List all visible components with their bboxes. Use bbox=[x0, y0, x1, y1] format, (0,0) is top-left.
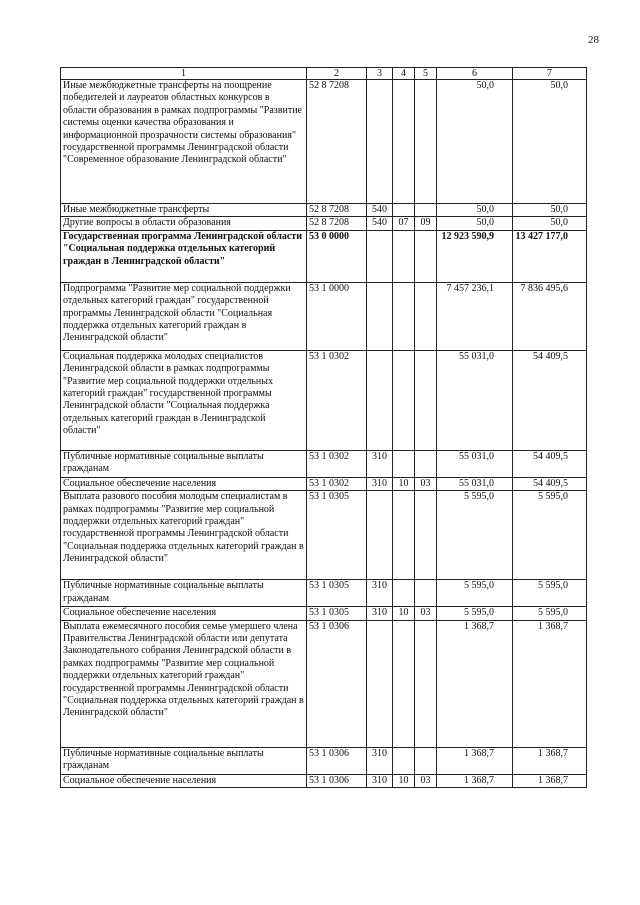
page-number: 28 bbox=[588, 34, 599, 46]
row-value-year2-cell: 13 427 177,0 bbox=[513, 230, 587, 282]
row-code-cell: 53 1 0305 bbox=[307, 607, 367, 620]
row-value-year2-cell: 5 595,0 bbox=[513, 580, 587, 607]
row-value-year1-cell: 50,0 bbox=[437, 217, 513, 230]
row-expense-type-cell: 310 bbox=[367, 477, 393, 490]
row-code-cell: 53 1 0305 bbox=[307, 491, 367, 580]
row-name-cell: Публичные нормативные социальные выплаты гражданам bbox=[61, 747, 307, 774]
row-name-cell: Государственная программа Ленинградской области "Социальная поддержка отдельных категорий граждан в Ленинградской области" bbox=[61, 230, 307, 282]
row-code-cell: 53 1 0000 bbox=[307, 282, 367, 350]
row-value-year2-cell: 50,0 bbox=[513, 80, 587, 204]
row-code-cell: 53 1 0302 bbox=[307, 450, 367, 477]
row-expense-type-cell bbox=[367, 230, 393, 282]
row-value-year1-cell: 7 457 236,1 bbox=[437, 282, 513, 350]
table-row bbox=[61, 491, 587, 580]
row-name-cell: Публичные нормативные социальные выплаты гражданам bbox=[61, 580, 307, 607]
row-name-cell: Другие вопросы в области образования bbox=[61, 217, 307, 230]
table-body bbox=[61, 80, 587, 788]
row-subsection-cell bbox=[415, 350, 437, 450]
row-section-cell: 10 bbox=[393, 477, 415, 490]
row-section-cell: 10 bbox=[393, 607, 415, 620]
row-subsection-cell bbox=[415, 204, 437, 217]
row-subsection-cell bbox=[415, 282, 437, 350]
table-row bbox=[61, 607, 587, 620]
table-row bbox=[61, 230, 587, 282]
row-code-cell: 52 8 7208 bbox=[307, 217, 367, 230]
row-subsection-cell: 03 bbox=[415, 774, 437, 787]
row-value-year1-cell: 55 031,0 bbox=[437, 450, 513, 477]
row-value-year2-cell: 1 368,7 bbox=[513, 620, 587, 747]
row-value-year1-cell: 5 595,0 bbox=[437, 580, 513, 607]
row-section-cell bbox=[393, 204, 415, 217]
row-value-year2-cell: 50,0 bbox=[513, 204, 587, 217]
row-value-year1-cell: 50,0 bbox=[437, 204, 513, 217]
row-expense-type-cell bbox=[367, 620, 393, 747]
table-row bbox=[61, 217, 587, 230]
column-header: 7 bbox=[513, 68, 587, 80]
row-subsection-cell: 09 bbox=[415, 217, 437, 230]
row-expense-type-cell: 310 bbox=[367, 607, 393, 620]
row-subsection-cell bbox=[415, 747, 437, 774]
column-header: 2 bbox=[307, 68, 367, 80]
row-expense-type-cell: 540 bbox=[367, 204, 393, 217]
row-section-cell bbox=[393, 450, 415, 477]
row-name-cell: Социальное обеспечение населения bbox=[61, 607, 307, 620]
row-section-cell bbox=[393, 491, 415, 580]
row-value-year1-cell: 12 923 590,9 bbox=[437, 230, 513, 282]
row-expense-type-cell: 310 bbox=[367, 580, 393, 607]
row-code-cell: 53 1 0302 bbox=[307, 477, 367, 490]
row-value-year1-cell: 1 368,7 bbox=[437, 774, 513, 787]
row-subsection-cell: 03 bbox=[415, 477, 437, 490]
row-subsection-cell bbox=[415, 491, 437, 580]
row-value-year1-cell: 5 595,0 bbox=[437, 607, 513, 620]
header-row bbox=[61, 68, 587, 80]
column-header: 5 bbox=[415, 68, 437, 80]
row-code-cell: 53 1 0306 bbox=[307, 774, 367, 787]
row-subsection-cell bbox=[415, 620, 437, 747]
row-subsection-cell bbox=[415, 450, 437, 477]
row-code-cell: 53 1 0305 bbox=[307, 580, 367, 607]
row-value-year2-cell: 7 836 495,6 bbox=[513, 282, 587, 350]
row-section-cell: 07 bbox=[393, 217, 415, 230]
row-code-cell: 53 0 0000 bbox=[307, 230, 367, 282]
row-value-year1-cell: 55 031,0 bbox=[437, 477, 513, 490]
row-expense-type-cell bbox=[367, 282, 393, 350]
row-subsection-cell bbox=[415, 230, 437, 282]
row-expense-type-cell: 310 bbox=[367, 774, 393, 787]
row-expense-type-cell bbox=[367, 491, 393, 580]
row-section-cell bbox=[393, 620, 415, 747]
row-expense-type-cell bbox=[367, 80, 393, 204]
row-name-cell: Выплата ежемесячного пособия семье умершего члена Правительства Ленинградской области или депутата Законодательного собрания Ленинградской области в рамках подпрограммы "Развитие мер социальной поддержки отдельных категорий граждан" государственной программы Ленинградской области "Социальная поддержка отдельных категорий граждан в Ленинградской области" bbox=[61, 620, 307, 747]
row-name-cell: Иные межбюджетные трансферты на поощрение победителей и лауреатов областных конкурсов в области образования в рамках подпрограммы "Развитие системы оценки качества образования и информационной прозрачности системы образования" государственной программы Ленинградской области "Современное образование Ленинградской области" bbox=[61, 80, 307, 204]
row-code-cell: 53 1 0306 bbox=[307, 620, 367, 747]
row-name-cell: Подпрограмма "Развитие мер социальной поддержки отдельных категорий граждан" государственной программы Ленинградской области "Социальная поддержка отдельных категорий граждан в Ленинградской области" bbox=[61, 282, 307, 350]
row-name-cell: Выплата разового пособия молодым специалистам в рамках подпрограммы "Развитие мер социальной поддержки отдельных категорий граждан" государственной программы Ленинградской области "Социальная поддержка отдельных категорий граждан в Ленинградской области" bbox=[61, 491, 307, 580]
column-header: 3 bbox=[367, 68, 393, 80]
row-value-year2-cell: 1 368,7 bbox=[513, 747, 587, 774]
row-section-cell bbox=[393, 580, 415, 607]
table-row bbox=[61, 580, 587, 607]
row-section-cell bbox=[393, 350, 415, 450]
row-name-cell: Социальная поддержка молодых специалистов Ленинградской области в рамках подпрограммы "Развитие мер социальной поддержки отдельных категорий граждан" государственной программы Ленинградской области "Социальная поддержка отдельных категорий граждан в Ленинградской области" bbox=[61, 350, 307, 450]
row-expense-type-cell: 310 bbox=[367, 450, 393, 477]
row-section-cell bbox=[393, 80, 415, 204]
table-row bbox=[61, 774, 587, 787]
row-name-cell: Социальное обеспечение населения bbox=[61, 774, 307, 787]
row-section-cell bbox=[393, 230, 415, 282]
row-section-cell bbox=[393, 747, 415, 774]
row-value-year2-cell: 50,0 bbox=[513, 217, 587, 230]
row-value-year1-cell: 50,0 bbox=[437, 80, 513, 204]
row-value-year2-cell: 1 368,7 bbox=[513, 774, 587, 787]
row-value-year2-cell: 54 409,5 bbox=[513, 450, 587, 477]
row-value-year1-cell: 1 368,7 bbox=[437, 620, 513, 747]
table-row bbox=[61, 747, 587, 774]
row-subsection-cell bbox=[415, 580, 437, 607]
row-code-cell: 52 8 7208 bbox=[307, 204, 367, 217]
row-value-year2-cell: 54 409,5 bbox=[513, 477, 587, 490]
row-name-cell: Иные межбюджетные трансферты bbox=[61, 204, 307, 217]
row-value-year1-cell: 1 368,7 bbox=[437, 747, 513, 774]
table-row bbox=[61, 450, 587, 477]
row-name-cell: Публичные нормативные социальные выплаты гражданам bbox=[61, 450, 307, 477]
row-value-year2-cell: 5 595,0 bbox=[513, 491, 587, 580]
row-value-year1-cell: 55 031,0 bbox=[437, 350, 513, 450]
column-header: 1 bbox=[61, 68, 307, 80]
row-name-cell: Социальное обеспечение населения bbox=[61, 477, 307, 490]
row-code-cell: 52 8 7208 bbox=[307, 80, 367, 204]
row-section-cell bbox=[393, 282, 415, 350]
row-code-cell: 53 1 0302 bbox=[307, 350, 367, 450]
row-code-cell: 53 1 0306 bbox=[307, 747, 367, 774]
table-row bbox=[61, 620, 587, 747]
row-expense-type-cell: 310 bbox=[367, 747, 393, 774]
budget-table bbox=[60, 67, 587, 788]
table-row bbox=[61, 477, 587, 490]
row-expense-type-cell: 540 bbox=[367, 217, 393, 230]
row-value-year1-cell: 5 595,0 bbox=[437, 491, 513, 580]
table-row bbox=[61, 204, 587, 217]
table-row bbox=[61, 80, 587, 204]
row-value-year2-cell: 54 409,5 bbox=[513, 350, 587, 450]
column-header: 6 bbox=[437, 68, 513, 80]
row-subsection-cell: 03 bbox=[415, 607, 437, 620]
column-header: 4 bbox=[393, 68, 415, 80]
row-subsection-cell bbox=[415, 80, 437, 204]
row-expense-type-cell bbox=[367, 350, 393, 450]
row-value-year2-cell: 5 595,0 bbox=[513, 607, 587, 620]
table-row bbox=[61, 282, 587, 350]
table-row bbox=[61, 350, 587, 450]
row-section-cell: 10 bbox=[393, 774, 415, 787]
